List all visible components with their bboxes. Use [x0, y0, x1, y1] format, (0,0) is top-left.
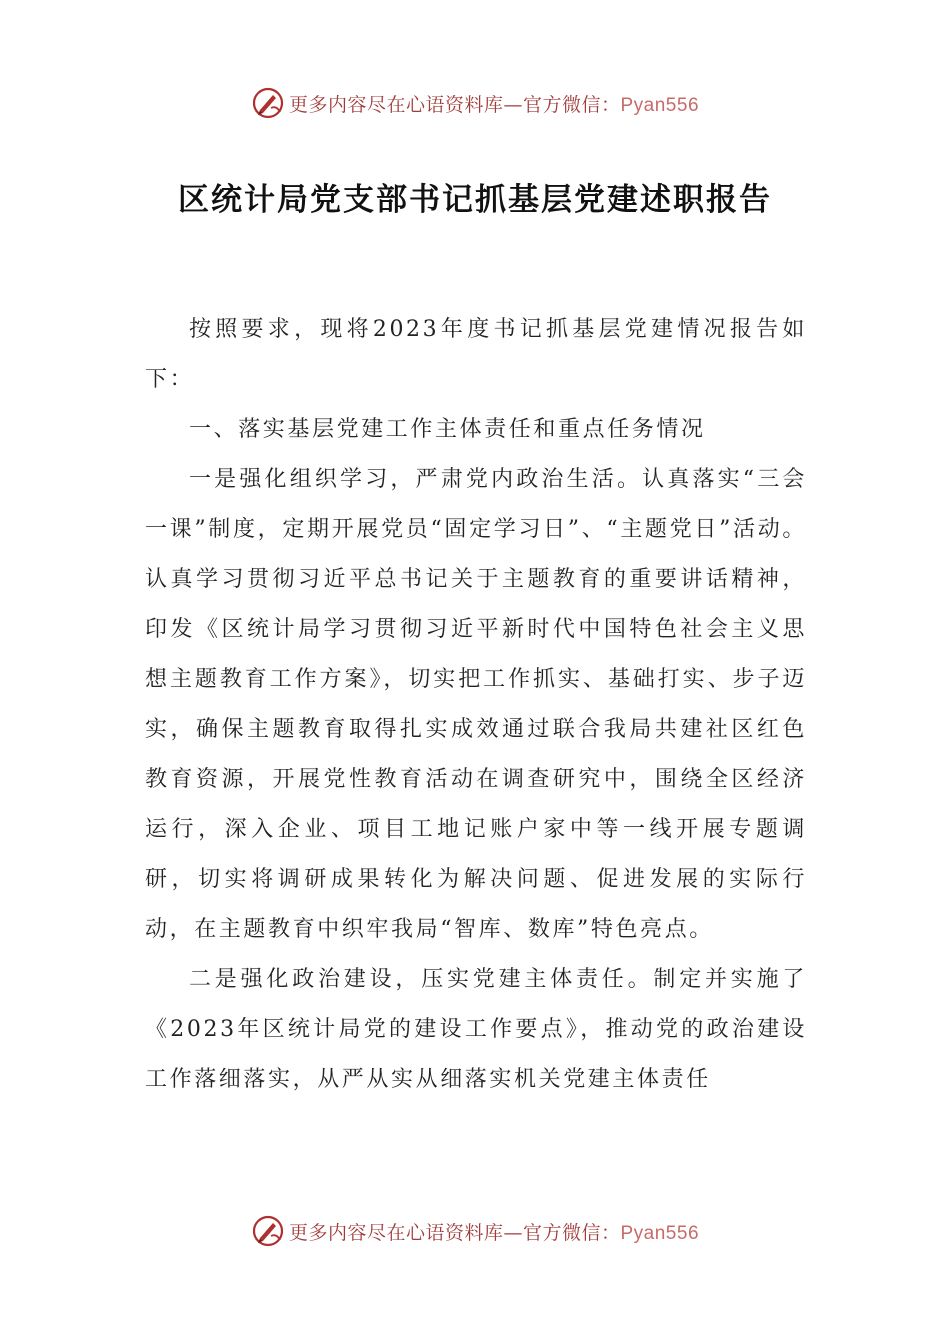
paragraph-point-1: 一是强化组织学习，严肃党内政治生活。认真落实“三会一课”制度，定期开展党员“固定学习日”、“主题党日”活动。认真学习贯彻习近平总书记关于主题教育的重要讲话精神，印发《区统计局学习贯彻习近平新时代中国特色社会主义思想主题教育工作方案》，切实把工作抓实、基础打实、步子迈实，确保主题教育取得扎实成效通过联合我局共建社区红色教育资源，开展党性教育活动在调查研究中，围绕全区经济运行，深入企业、项目工地记账户家中等一线开展专题调研，切实将调研成果转化为解决问题、促进发展的实际行动，在主题教育中织牢我局“智库、数库”特色亮点。: [145, 467, 807, 942]
watermark-channel-label: 官方微信：: [522, 93, 621, 116]
watermark-slogan: 更多内容尽在心语资料库: [288, 93, 504, 116]
watermark-channel-label: 官方微信：: [522, 1221, 621, 1244]
document-title: 区统计局党支部书记抓基层党建述职报告: [178, 182, 772, 218]
watermark-handle: Pyan556: [620, 1222, 700, 1244]
pen-logo-icon: [251, 1214, 285, 1248]
watermark-separator: —: [503, 93, 523, 116]
pen-logo-icon: [251, 86, 285, 120]
watermark-slogan: 更多内容尽在心语资料库: [288, 1221, 504, 1244]
watermark-header: [0, 83, 950, 123]
watermark-separator: —: [503, 1221, 523, 1244]
watermark-handle: Pyan556: [620, 94, 700, 116]
watermark-text: [289, 1218, 699, 1245]
paragraph-intro: 按照要求，现将2023年度书记抓基层党建情况报告如下：: [145, 317, 807, 392]
section-heading-1: 一、落实基层党建工作主体责任和重点任务情况: [189, 417, 706, 442]
watermark-text: [289, 90, 699, 117]
watermark-footer: [0, 1211, 950, 1251]
paragraph-point-2: 二是强化政治建设，压实党建主体责任。制定并实施了《2023年区统计局党的建设工作要点》，推动党的政治建设工作落细落实，从严从实从细落实机关党建主体责任: [145, 967, 807, 1092]
document-body: [145, 305, 807, 1105]
